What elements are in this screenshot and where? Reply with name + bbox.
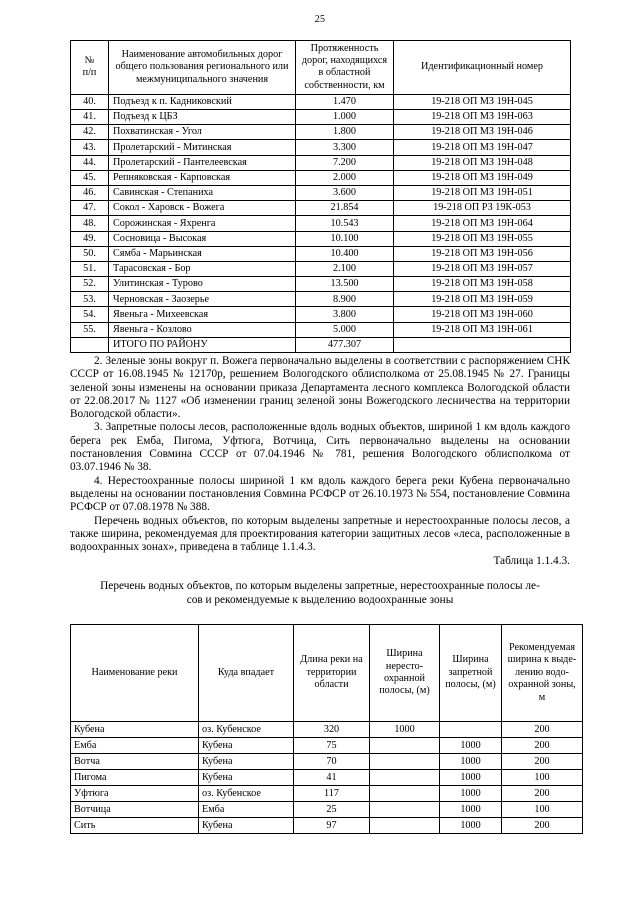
cell-ident: 19-218 ОП МЗ 19Н-049 <box>394 170 571 185</box>
cell-spawn-width <box>370 801 440 817</box>
table-header-row <box>71 624 583 721</box>
cell-length: 117 <box>294 785 370 801</box>
table-row <box>71 307 571 322</box>
table-row <box>71 292 571 307</box>
cell-length: 21.854 <box>296 201 394 216</box>
paragraph-5: Перечень водных объектов, по которым выделены запретные и нерестоохранные полосы лесов, а также ширина, рекомендуемая для проектирования категории защитных лесов «леса, расположенные в водоохранных зонах», приведена в таблице 1.1.4.3. <box>70 514 570 554</box>
cell-river: Пигома <box>71 769 199 785</box>
cell-ident: 19-218 ОП РЗ 19К-053 <box>394 201 571 216</box>
cell-num: 42. <box>71 125 109 140</box>
cell-ident: 19-218 ОП МЗ 19Н-057 <box>394 261 571 276</box>
caption-line-2: сов и рекомендуемые к выделению водоохранные зоны <box>186 594 454 607</box>
cell-ban-width: 1000 <box>440 801 502 817</box>
cell-length: 13.500 <box>296 277 394 292</box>
header-identification-number: Идентификационный номер <box>394 41 571 95</box>
cell-recommended: 200 <box>502 721 583 737</box>
header-num-line1: № <box>84 55 95 67</box>
cell-length: 5.000 <box>296 322 394 337</box>
table-row <box>71 94 571 109</box>
cell-name: Пролетарский - Митинская <box>109 140 296 155</box>
cell-into: Емба <box>199 801 294 817</box>
cell-name: Похватинская - Угол <box>109 125 296 140</box>
cell-total-ident <box>394 337 571 352</box>
table-row <box>71 721 583 737</box>
cell-length: 2.000 <box>296 170 394 185</box>
cell-recommended: 100 <box>502 801 583 817</box>
cell-length: 1.800 <box>296 125 394 140</box>
table-row <box>71 817 583 833</box>
cell-ident: 19-218 ОП МЗ 19Н-058 <box>394 277 571 292</box>
cell-length: 70 <box>294 753 370 769</box>
cell-num: 45. <box>71 170 109 185</box>
table-row <box>71 753 583 769</box>
cell-into: Кубена <box>199 737 294 753</box>
cell-spawn-width: 1000 <box>370 721 440 737</box>
cell-name: Репняковская - Карповская <box>109 170 296 185</box>
cell-river: Вотча <box>71 753 199 769</box>
header-road-length: Протяженность дорог, находящихся в областной собственности, км <box>296 41 394 95</box>
cell-length: 3.800 <box>296 307 394 322</box>
cell-ident: 19-218 ОП МЗ 19Н-060 <box>394 307 571 322</box>
cell-num: 54. <box>71 307 109 322</box>
cell-name: Сорожинская - Яхренга <box>109 216 296 231</box>
cell-num: 47. <box>71 201 109 216</box>
cell-recommended: 200 <box>502 817 583 833</box>
table-row <box>71 769 583 785</box>
cell-ban-width: 1000 <box>440 817 502 833</box>
cell-name: Тарасовская - Бор <box>109 261 296 276</box>
caption-line-1: Перечень водных объектов, по которым выделены запретные, нерестоохранные полосы ле- <box>100 579 540 592</box>
cell-name: Подъезд к п. Кадниковский <box>109 94 296 109</box>
cell-num: 50. <box>71 246 109 261</box>
cell-ban-width: 1000 <box>440 785 502 801</box>
page-number: 25 <box>314 14 326 25</box>
table-row <box>71 185 571 200</box>
cell-num: 51. <box>71 261 109 276</box>
table-row <box>71 785 583 801</box>
table-row <box>71 261 571 276</box>
cell-ident: 19-218 ОП МЗ 19Н-046 <box>394 125 571 140</box>
roads-table-header <box>71 41 571 95</box>
cell-name: Черновская - Заозерье <box>109 292 296 307</box>
header-num-line2: п/п <box>82 67 97 79</box>
cell-name: Савинская - Степаниха <box>109 185 296 200</box>
cell-length: 10.400 <box>296 246 394 261</box>
cell-spawn-width <box>370 769 440 785</box>
cell-river: Емба <box>71 737 199 753</box>
cell-length: 25 <box>294 801 370 817</box>
paragraph-2: 2. Зеленые зоны вокруг п. Вожега первоначально выделены в соответствии с распоряжением СНК СССР от 16.08.1945 № 12170р, решением Вологодского облисполкома от 25.08.1945 № 27. Границы зеленой зоны изменены на основании приказа Департамента лесного комплекса Вологодской области от 22.08.2017 № 1127 «Об изменении границ зеленой зоны Вожегодского лесничества на территории Вологодской области». <box>70 355 570 421</box>
table-row <box>71 201 571 216</box>
cell-ident: 19-218 ОП МЗ 19Н-056 <box>394 246 571 261</box>
cell-ident: 19-218 ОП МЗ 19Н-064 <box>394 216 571 231</box>
rivers-table <box>70 624 583 834</box>
cell-length: 3.300 <box>296 140 394 155</box>
cell-name: Явеньга - Козлово <box>109 322 296 337</box>
cell-recommended: 100 <box>502 769 583 785</box>
cell-into: оз. Кубенское <box>199 721 294 737</box>
cell-river: Сить <box>71 817 199 833</box>
paragraph-4: 4. Нерестоохранные полосы шириной 1 км вдоль каждого берега реки Кубена первоначально выделены на основании постановления Совмина РСФСР от 26.10.1973 № 554, постановление Совмина РСФСР от 07.08.1978 № 388. <box>70 474 570 514</box>
table-row <box>71 246 571 261</box>
header-road-name: Наименование автомобильных дорог общего пользования регионального или межмуниципального значения <box>109 41 296 95</box>
cell-length: 7.200 <box>296 155 394 170</box>
rivers-table-body <box>71 721 583 833</box>
table-row <box>71 140 571 155</box>
cell-recommended: 200 <box>502 753 583 769</box>
header-flows-into: Куда впадает <box>199 624 294 721</box>
cell-length: 8.900 <box>296 292 394 307</box>
cell-ban-width <box>440 721 502 737</box>
table-row <box>71 231 571 246</box>
table-number-label: Таблица 1.1.4.3. <box>493 555 570 568</box>
cell-total-num <box>71 337 109 352</box>
table-row <box>71 110 571 125</box>
table-total-row <box>71 337 571 352</box>
cell-name: Сосновица - Высокая <box>109 231 296 246</box>
table-row <box>71 155 571 170</box>
table-row <box>71 277 571 292</box>
roads-table <box>70 40 571 353</box>
table-row <box>71 322 571 337</box>
cell-num: 53. <box>71 292 109 307</box>
cell-num: 48. <box>71 216 109 231</box>
header-river-length: Длина реки на территории области <box>294 624 370 721</box>
cell-spawn-width <box>370 753 440 769</box>
cell-total-length: 477.307 <box>296 337 394 352</box>
cell-length: 10.100 <box>296 231 394 246</box>
cell-num: 55. <box>71 322 109 337</box>
cell-num: 46. <box>71 185 109 200</box>
cell-spawn-width <box>370 785 440 801</box>
cell-ident: 19-218 ОП МЗ 19Н-061 <box>394 322 571 337</box>
cell-name: Явеньга - Михеевская <box>109 307 296 322</box>
table-row <box>71 216 571 231</box>
cell-into: Кубена <box>199 817 294 833</box>
cell-total-label: ИТОГО ПО РАЙОНУ <box>109 337 296 352</box>
cell-length: 2.100 <box>296 261 394 276</box>
cell-into: оз. Кубенское <box>199 785 294 801</box>
header-river-name: Наименование реки <box>71 624 199 721</box>
cell-name: Сямба - Марьинская <box>109 246 296 261</box>
cell-ident: 19-218 ОП МЗ 19Н-051 <box>394 185 571 200</box>
cell-recommended: 200 <box>502 785 583 801</box>
cell-length: 97 <box>294 817 370 833</box>
paragraph-3: 3. Запретные полосы лесов, расположенные вдоль водных объектов, шириной 1 км вдоль каждого берега рек Емба, Пигома, Уфтюга, Вотчица, Сить первоначально выделены на основании постановления Совмина СССР от 07.04.1946 № 781, решения Вологодского облисполкома от 03.07.1946 № 38. <box>70 421 570 474</box>
table-row <box>71 125 571 140</box>
cell-ban-width: 1000 <box>440 737 502 753</box>
cell-ident: 19-218 ОП МЗ 19Н-048 <box>394 155 571 170</box>
cell-num: 49. <box>71 231 109 246</box>
roads-table-body <box>71 94 571 352</box>
cell-ident: 19-218 ОП МЗ 19Н-059 <box>394 292 571 307</box>
cell-num: 40. <box>71 94 109 109</box>
cell-num: 44. <box>71 155 109 170</box>
header-num <box>71 41 109 95</box>
cell-name: Сокол - Харовск - Вожега <box>109 201 296 216</box>
cell-name: Улитинская - Турово <box>109 277 296 292</box>
cell-length: 10.543 <box>296 216 394 231</box>
rivers-table-header <box>71 624 583 721</box>
table-row <box>71 170 571 185</box>
cell-name: Подъезд к ЦБЗ <box>109 110 296 125</box>
cell-spawn-width <box>370 737 440 753</box>
cell-ident: 19-218 ОП МЗ 19Н-047 <box>394 140 571 155</box>
cell-num: 41. <box>71 110 109 125</box>
cell-ident: 19-218 ОП МЗ 19Н-063 <box>394 110 571 125</box>
page-content <box>0 40 640 834</box>
cell-recommended: 200 <box>502 737 583 753</box>
cell-num: 43. <box>71 140 109 155</box>
table-header-row <box>71 41 571 95</box>
rivers-table-caption <box>70 569 570 608</box>
header-spawning-strip-width: Ширина нерестоохранной полосы, (м) <box>370 624 440 721</box>
cell-ident: 19-218 ОП МЗ 19Н-045 <box>394 94 571 109</box>
cell-ident: 19-218 ОП МЗ 19Н-055 <box>394 231 571 246</box>
cell-length: 75 <box>294 737 370 753</box>
cell-length: 1.470 <box>296 94 394 109</box>
cell-length: 41 <box>294 769 370 785</box>
cell-river: Уфтюга <box>71 785 199 801</box>
table-row <box>71 801 583 817</box>
cell-name: Пролетарский - Пантелеевская <box>109 155 296 170</box>
cell-river: Вотчица <box>71 801 199 817</box>
cell-num: 52. <box>71 277 109 292</box>
table-row <box>71 737 583 753</box>
cell-ban-width: 1000 <box>440 769 502 785</box>
cell-length: 3.600 <box>296 185 394 200</box>
cell-length: 320 <box>294 721 370 737</box>
header-restricted-strip-width: Ширина запретной полосы, (м) <box>440 624 502 721</box>
cell-into: Кубена <box>199 769 294 785</box>
header-recommended-zone-width: Рекомендуемая ширина к выделению водоохранной зоны, м <box>502 624 583 721</box>
cell-length: 1.000 <box>296 110 394 125</box>
cell-into: Кубена <box>199 753 294 769</box>
cell-river: Кубена <box>71 721 199 737</box>
cell-ban-width: 1000 <box>440 753 502 769</box>
cell-spawn-width <box>370 817 440 833</box>
